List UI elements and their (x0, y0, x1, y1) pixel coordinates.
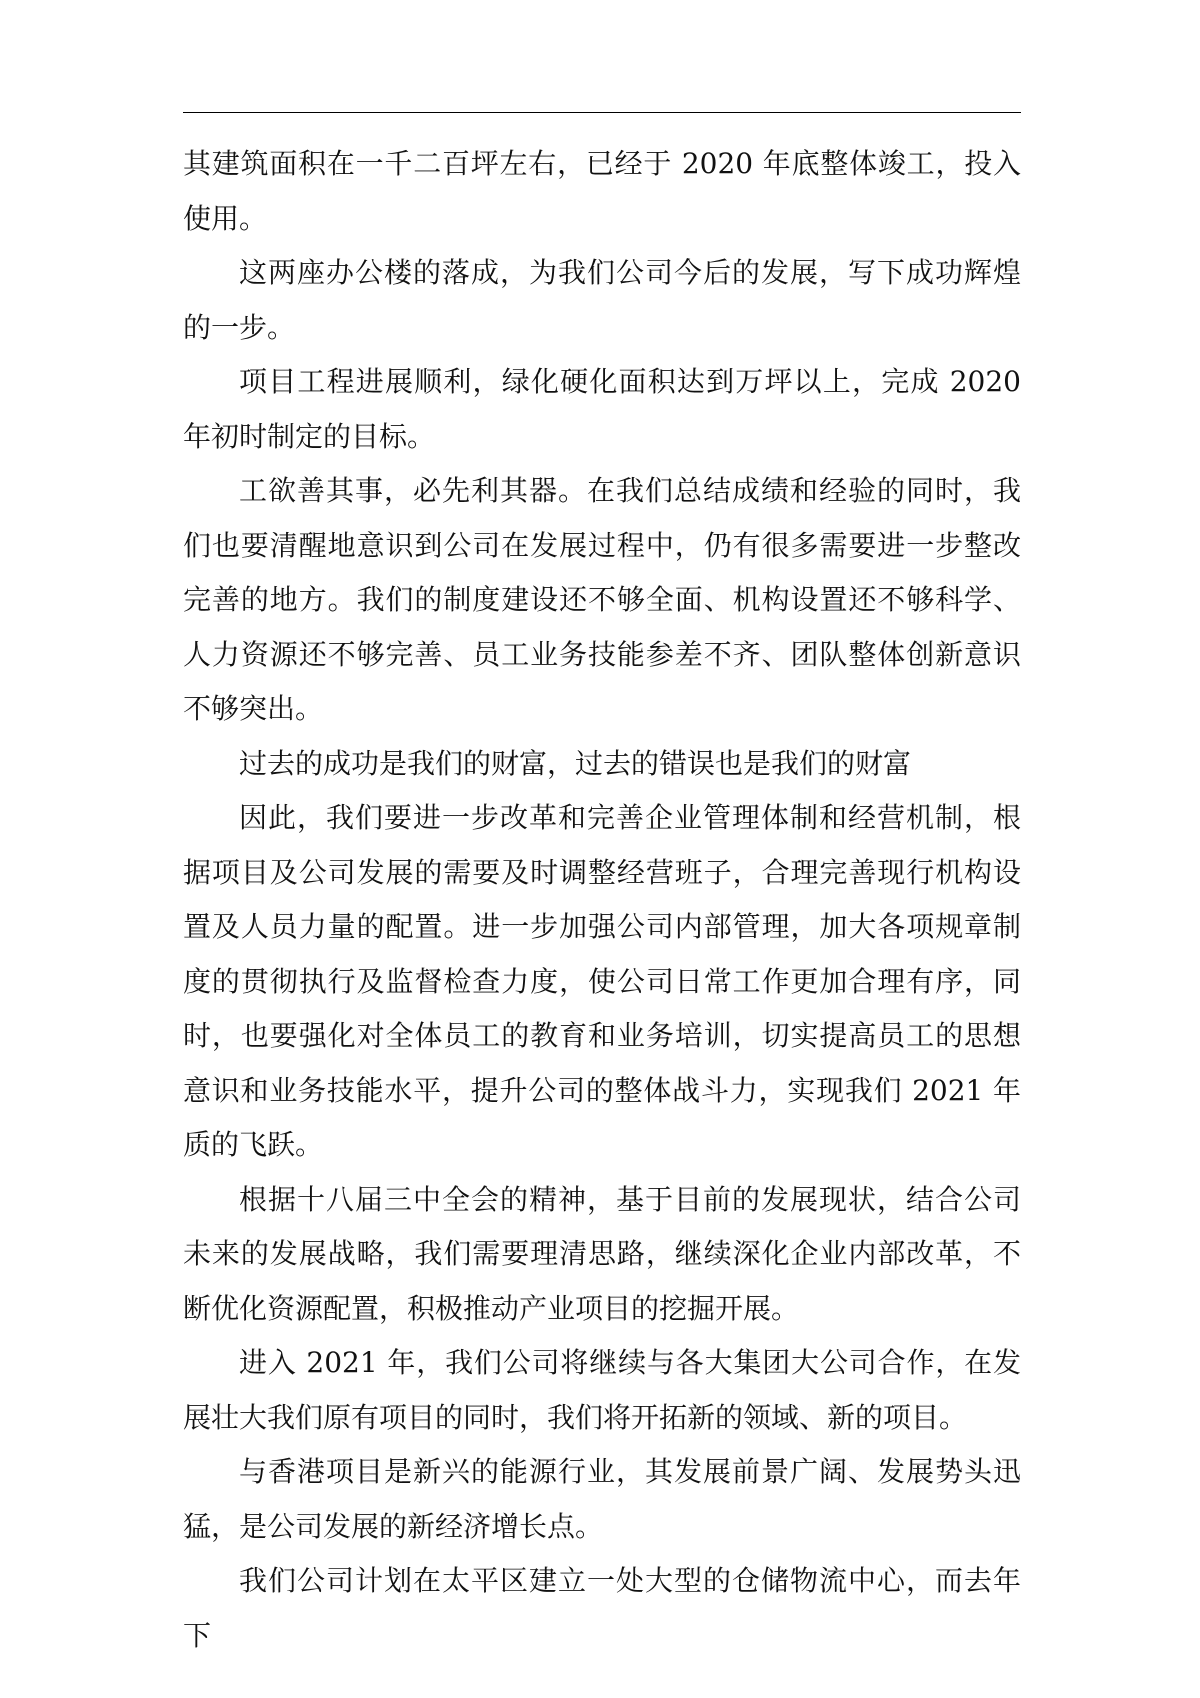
paragraph-1: 其建筑面积在一千二百坪左右，已经于 2020 年底整体竣工，投入使用。 (183, 147, 1021, 235)
paragraph-8: 进入 2021 年，我们公司将继续与各大集团大公司合作，在发展壮大我们原有项目的同时，我们将开拓新的领域、新的项目。 (183, 1346, 1021, 1434)
document-body (183, 137, 1021, 1663)
paragraph-10: 我们公司计划在太平区建立一处大型的仓储物流中心，而去年下 (183, 1564, 1021, 1652)
paragraph-7: 根据十八届三中全会的精神，基于目前的发展现状，结合公司未来的发展战略，我们需要理清思路，继续深化企业内部改革，不断优化资源配置，积极推动产业项目的挖掘开展。 (183, 1182, 1021, 1325)
paragraph-5: 过去的成功是我们的财富，过去的错误也是我们的财富 (239, 746, 912, 780)
paragraph-2: 这两座办公楼的落成，为我们公司今后的发展，写下成功辉煌的一步。 (183, 256, 1021, 344)
paragraph-9: 与香港项目是新兴的能源行业，其发展前景广阔、发展势头迅猛，是公司发展的新经济增长点。 (183, 1455, 1021, 1543)
paragraph-4: 工欲善其事，必先利其器。在我们总结成绩和经验的同时，我们也要清醒地意识到公司在发展过程中，仍有很多需要进一步整改完善的地方。我们的制度建设还不够全面、机构设置还不够科学、人力资源还不够完善、员工业务技能参差不齐、团队整体创新意识不够突出。 (183, 474, 1021, 725)
header-rule (183, 112, 1021, 113)
paragraph-6: 因此，我们要进一步改革和完善企业管理体制和经营机制，根据项目及公司发展的需要及时调整经营班子，合理完善现行机构设置及人员力量的配置。进一步加强公司内部管理，加大各项规章制度的贯彻执行及监督检查力度，使公司日常工作更加合理有序，同时，也要强化对全体员工的教育和业务培训，切实提高员工的思想意识和业务技能水平，提升公司的整体战斗力，实现我们 2021 年质的飞跃。 (183, 801, 1021, 1161)
paragraph-3: 项目工程进展顺利，绿化硬化面积达到万坪以上，完成 2020 年初时制定的目标。 (183, 365, 1021, 453)
